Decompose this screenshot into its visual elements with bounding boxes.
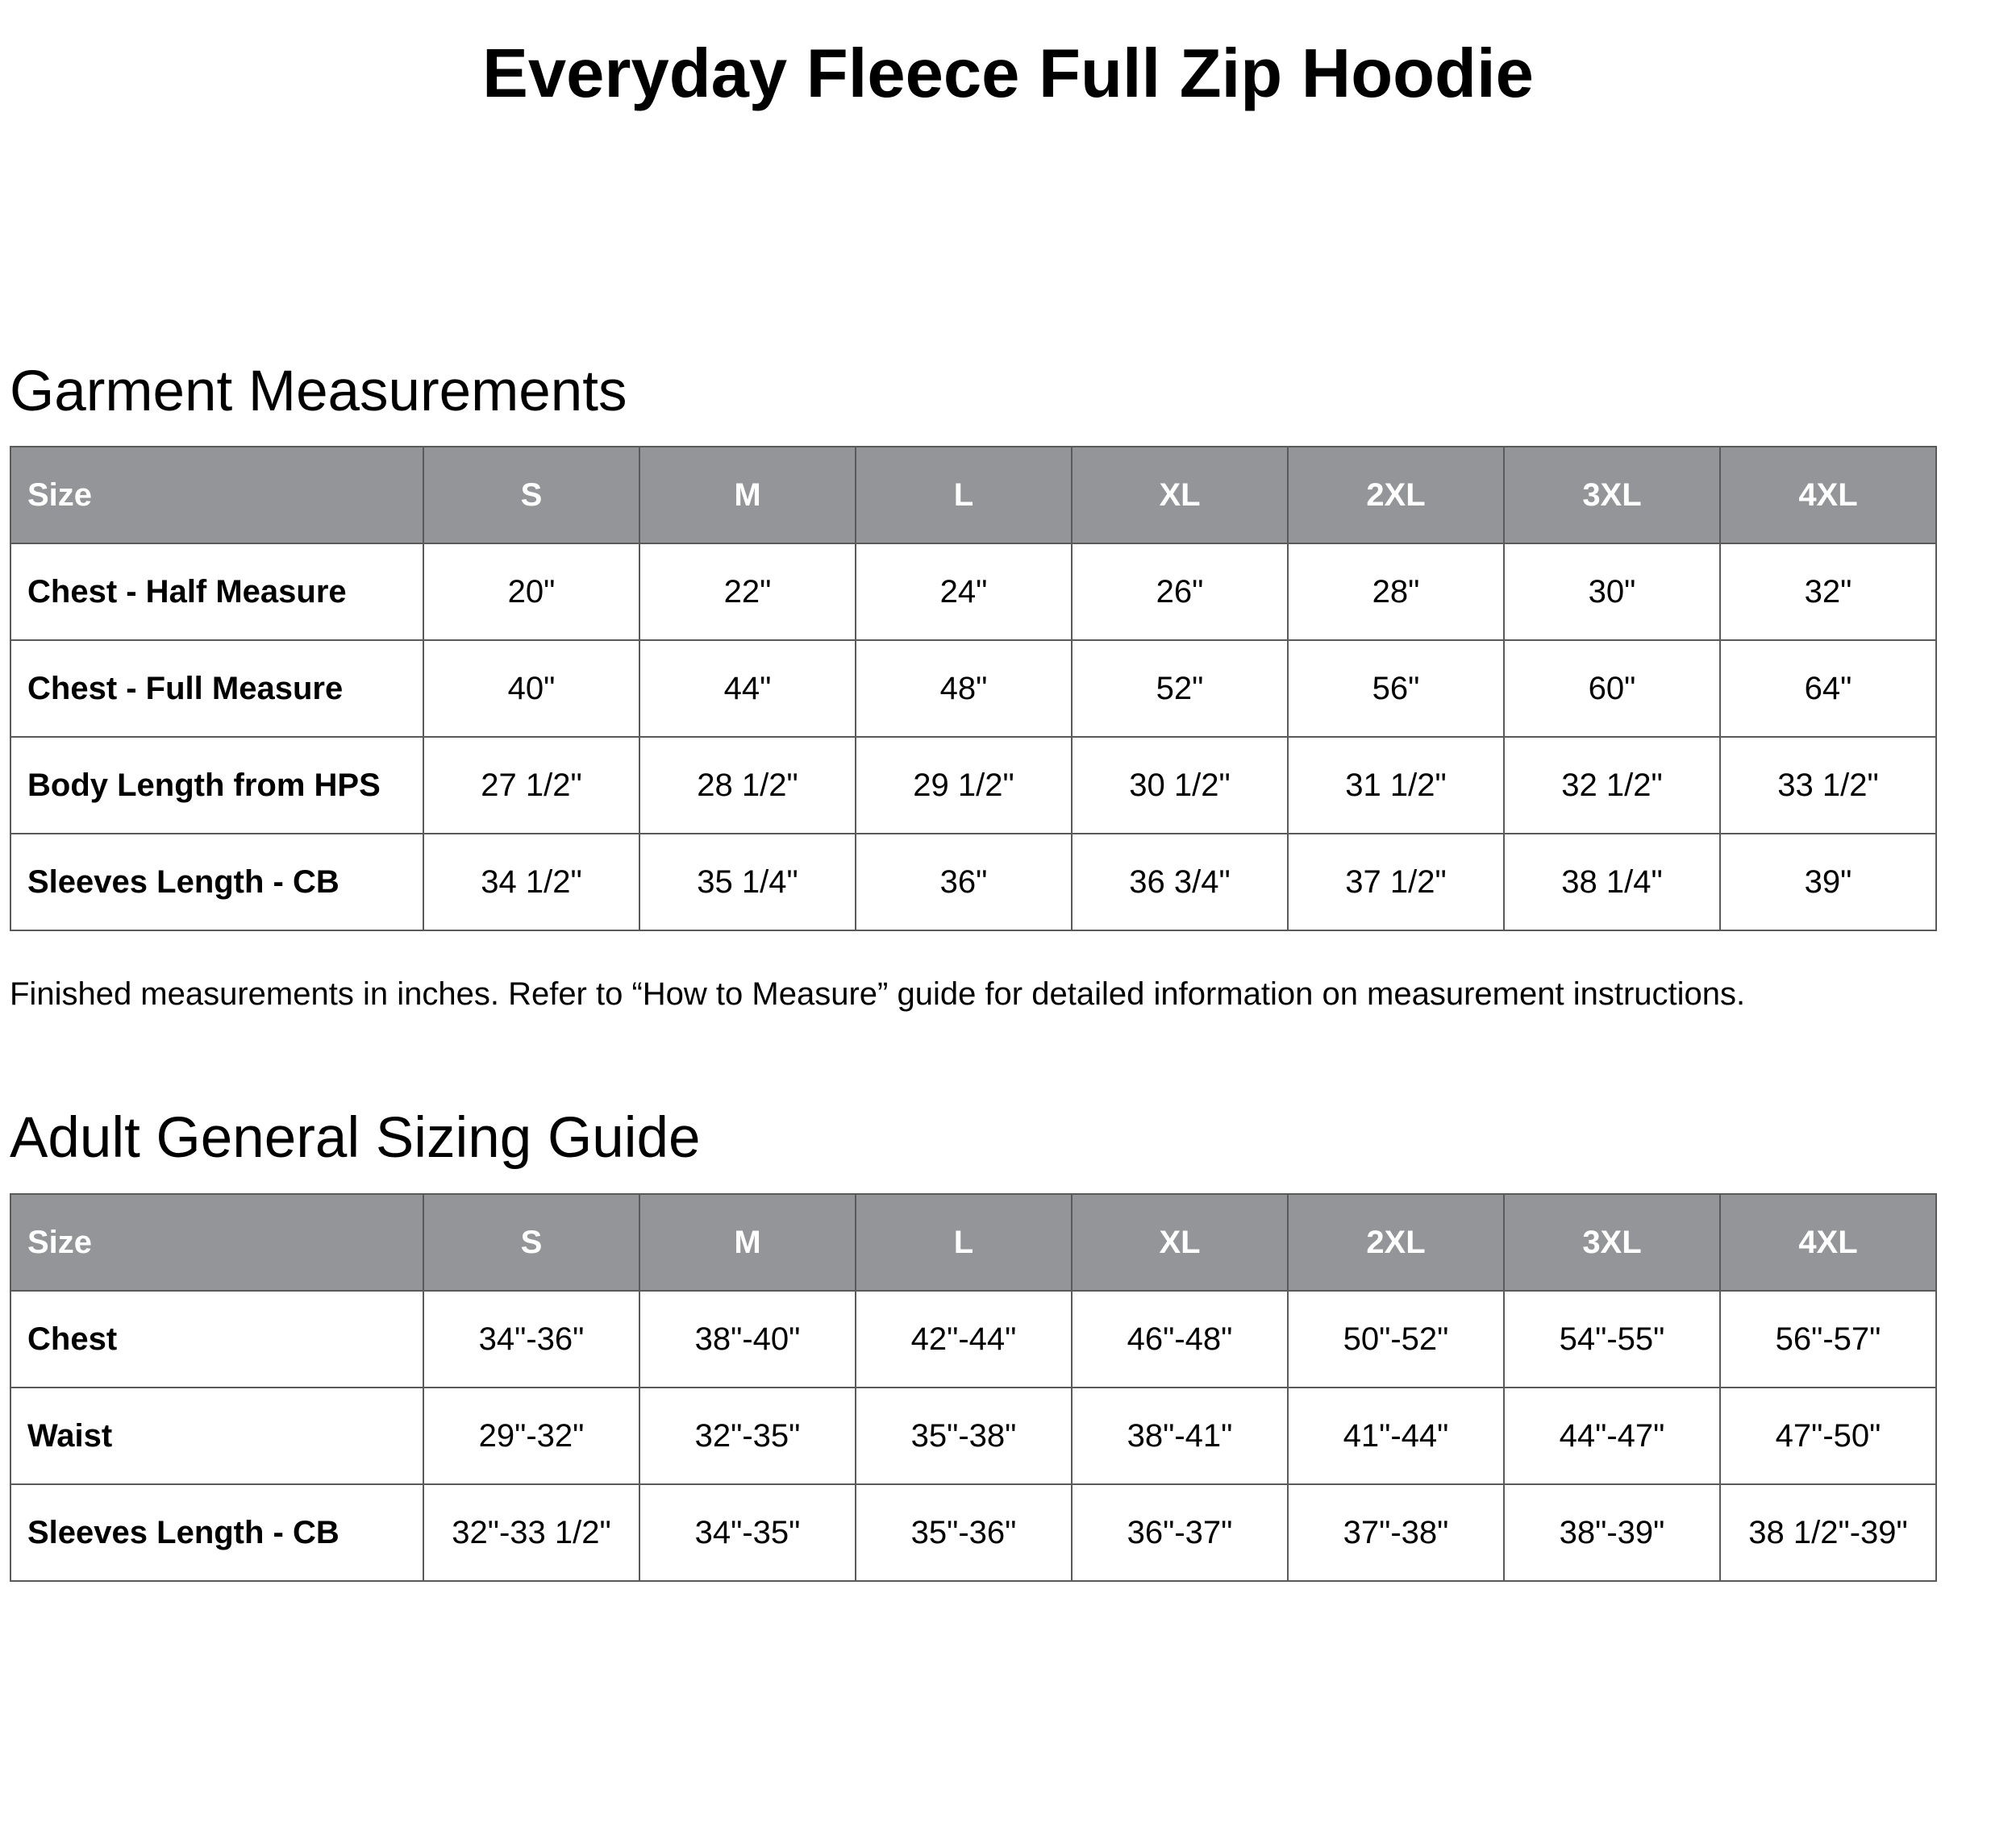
- row-label: Chest - Full Measure: [10, 640, 423, 737]
- table-cell: 40": [423, 640, 639, 737]
- table-cell: 28": [1288, 543, 1504, 640]
- row-label: Chest: [10, 1291, 423, 1388]
- row-label: Waist: [10, 1388, 423, 1484]
- header-size-4xl: 4XL: [1720, 447, 1936, 543]
- table-cell: 37"-38": [1288, 1484, 1504, 1581]
- table-row: [10, 834, 1936, 930]
- table-cell: 37 1/2": [1288, 834, 1504, 930]
- table-cell: 29"-32": [423, 1388, 639, 1484]
- table-cell: 30 1/2": [1072, 737, 1288, 834]
- table-cell: 38"-39": [1504, 1484, 1720, 1581]
- garment-measurements-table: [10, 446, 1937, 931]
- table-cell: 22": [639, 543, 856, 640]
- table-cell: 54"-55": [1504, 1291, 1720, 1388]
- table-cell: 48": [856, 640, 1072, 737]
- row-label: Body Length from HPS: [10, 737, 423, 834]
- table-cell: 47"-50": [1720, 1388, 1936, 1484]
- table-cell: 35"-36": [856, 1484, 1072, 1581]
- table-cell: 32 1/2": [1504, 737, 1720, 834]
- table-cell: 27 1/2": [423, 737, 639, 834]
- measurement-note: Finished measurements in inches. Refer to “How to Measure” guide for detailed information on measurement instructions.: [10, 976, 1746, 1012]
- table-cell: 38"-41": [1072, 1388, 1288, 1484]
- table-cell: 33 1/2": [1720, 737, 1936, 834]
- table-cell: 34"-36": [423, 1291, 639, 1388]
- table-cell: 32"-35": [639, 1388, 856, 1484]
- table-cell: 50"-52": [1288, 1291, 1504, 1388]
- header-size-m: M: [639, 1194, 856, 1291]
- header-size-label: Size: [10, 447, 423, 543]
- header-size-s: S: [423, 1194, 639, 1291]
- table-cell: 64": [1720, 640, 1936, 737]
- header-size-2xl: 2XL: [1288, 447, 1504, 543]
- table-header-row: [10, 447, 1936, 543]
- table-cell: 44": [639, 640, 856, 737]
- table-cell: 24": [856, 543, 1072, 640]
- table-header-row: [10, 1194, 1936, 1291]
- header-size-m: M: [639, 447, 856, 543]
- table-cell: 35 1/4": [639, 834, 856, 930]
- table-row: [10, 1388, 1936, 1484]
- table-row: [10, 737, 1936, 834]
- table-row: [10, 640, 1936, 737]
- table-cell: 38 1/2"-39": [1720, 1484, 1936, 1581]
- table-cell: 36"-37": [1072, 1484, 1288, 1581]
- table-cell: 41"-44": [1288, 1388, 1504, 1484]
- row-label: Chest - Half Measure: [10, 543, 423, 640]
- header-size-3xl: 3XL: [1504, 1194, 1720, 1291]
- table-cell: 35"-38": [856, 1388, 1072, 1484]
- header-size-3xl: 3XL: [1504, 447, 1720, 543]
- header-size-xl: XL: [1072, 1194, 1288, 1291]
- garment-measurements-heading: Garment Measurements: [10, 360, 627, 423]
- table-cell: 60": [1504, 640, 1720, 737]
- table-cell: 46"-48": [1072, 1291, 1288, 1388]
- table-cell: 29 1/2": [856, 737, 1072, 834]
- table-cell: 36 3/4": [1072, 834, 1288, 930]
- table-cell: 38 1/4": [1504, 834, 1720, 930]
- header-size-xl: XL: [1072, 447, 1288, 543]
- table-cell: 28 1/2": [639, 737, 856, 834]
- table-cell: 36": [856, 834, 1072, 930]
- table-row: [10, 1484, 1936, 1581]
- header-size-l: L: [856, 1194, 1072, 1291]
- sizing-guide-heading: Adult General Sizing Guide: [10, 1106, 701, 1170]
- header-size-4xl: 4XL: [1720, 1194, 1936, 1291]
- table-cell: 34 1/2": [423, 834, 639, 930]
- table-cell: 44"-47": [1504, 1388, 1720, 1484]
- table-cell: 32": [1720, 543, 1936, 640]
- table-cell: 30": [1504, 543, 1720, 640]
- header-size-l: L: [856, 447, 1072, 543]
- table-row: [10, 1291, 1936, 1388]
- header-size-s: S: [423, 447, 639, 543]
- header-size-2xl: 2XL: [1288, 1194, 1504, 1291]
- row-label: Sleeves Length - CB: [10, 1484, 423, 1581]
- table-cell: 26": [1072, 543, 1288, 640]
- table-row: [10, 543, 1936, 640]
- table-cell: 32"-33 1/2": [423, 1484, 639, 1581]
- table-cell: 31 1/2": [1288, 737, 1504, 834]
- table-cell: 39": [1720, 834, 1936, 930]
- sizing-guide-table: [10, 1193, 1937, 1582]
- table-cell: 56"-57": [1720, 1291, 1936, 1388]
- row-label: Sleeves Length - CB: [10, 834, 423, 930]
- page-title: Everyday Fleece Full Zip Hoodie: [482, 35, 1534, 112]
- header-size-label: Size: [10, 1194, 423, 1291]
- table-cell: 34"-35": [639, 1484, 856, 1581]
- table-cell: 52": [1072, 640, 1288, 737]
- table-cell: 38"-40": [639, 1291, 856, 1388]
- table-cell: 20": [423, 543, 639, 640]
- table-cell: 56": [1288, 640, 1504, 737]
- table-cell: 42"-44": [856, 1291, 1072, 1388]
